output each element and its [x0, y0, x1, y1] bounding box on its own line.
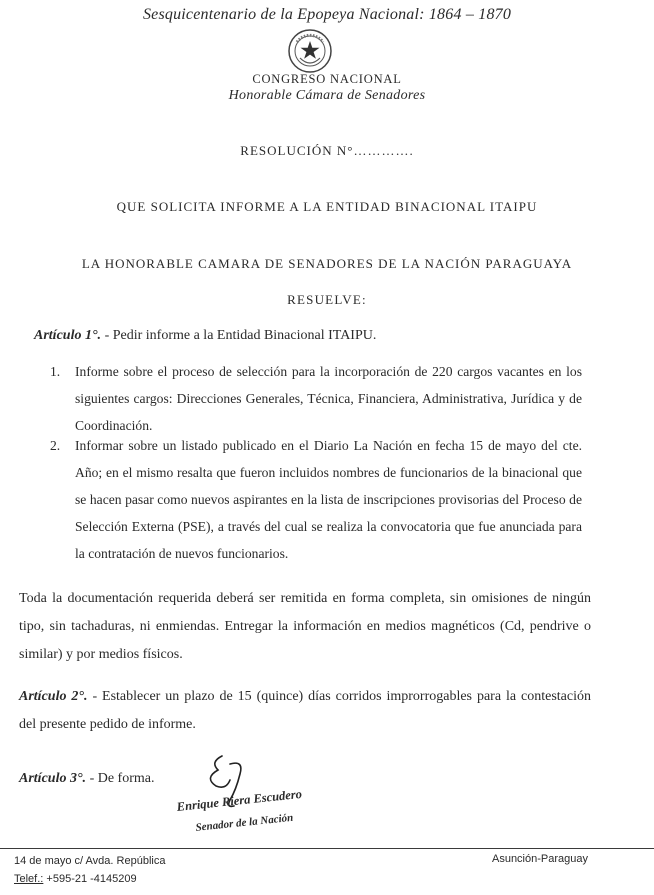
list-item-number: 2. [50, 438, 61, 453]
footer-phone-number: +595-21 -4145209 [43, 873, 137, 885]
signatory-name: Enrique Riera Escudero [176, 786, 303, 814]
article-2-label: Artículo 2°. [19, 689, 88, 704]
chamber-name: Honorable Cámara de Senadores [228, 88, 426, 103]
footer-address: 14 de mayo c/ Avda. República [14, 855, 166, 867]
congress-name: CONGRESO NACIONAL [252, 72, 402, 86]
list-item-text: Informar sobre un listado publicado en el Diario La Nación en fecha 15 de mayo del cte. Año; en el mismo resalta que fueron incluidos nombres de funcionarios de la binacional que se hacen pasar como nuevos aspirantes en la lista de inscripciones provisorias del Proceso de Selección Externa (PSE), a través del cual se realiza la convocatoria que fue anunciada para la contratación de nuevos funcionarios. [75, 438, 582, 561]
footer-city: Asunción-Paraguay [491, 853, 588, 865]
footer-phone [14, 873, 137, 885]
footer-divider [0, 848, 654, 849]
article-3 [19, 771, 154, 787]
article-1-label: Artículo 1°. [34, 328, 102, 343]
article-2-text: - Establecer un plazo de 15 (quince) días corridos improrrogables para la contestación del presente pedido de informe. [19, 689, 591, 732]
article-2 [19, 683, 591, 739]
signatory-title: Senador de la Nación [195, 811, 294, 834]
footer-phone-label: Telef.: [14, 873, 44, 885]
list-item [50, 432, 582, 567]
resolution-subject: QUE SOLICITA INFORME A LA ENTIDAD BINACIONAL ITAIPU [116, 199, 538, 214]
national-seal-icon [287, 28, 333, 74]
resolves-heading: RESUELVE: [287, 292, 367, 307]
article-3-label: Artículo 3°. [19, 771, 87, 786]
article-3-text: - De forma. [86, 771, 155, 786]
resolution-number: RESOLUCIÓN N°…………. [240, 143, 414, 158]
issuing-body: LA HONORABLE CAMARA DE SENADORES DE LA NACIÓN PARAGUAYA [81, 256, 573, 271]
list-item [50, 358, 582, 439]
article-1-text: - Pedir informe a la Entidad Binacional ITAIPU. [101, 328, 377, 343]
commemorative-motto: Sesquicentenario de la Epopeya Nacional: 1864 – 1870 [142, 6, 512, 23]
list-item-number: 1. [50, 364, 61, 379]
list-item-text: Informe sobre el proceso de selección para la incorporación de 220 cargos vacantes en los siguientes cargos: Direcciones Generales, Técnica, Financiera, Administrativa, Jurídica y de Coordinación. [75, 364, 582, 433]
documentation-paragraph: Toda la documentación requerida deberá ser remitida en forma completa, sin omisiones de ningún tipo, sin tachaduras, ni enmiendas. Entregar la información en medios magnéticos (Cd, pendrive o similar) y por medios físicos. [19, 591, 591, 662]
article-1 [34, 328, 624, 344]
